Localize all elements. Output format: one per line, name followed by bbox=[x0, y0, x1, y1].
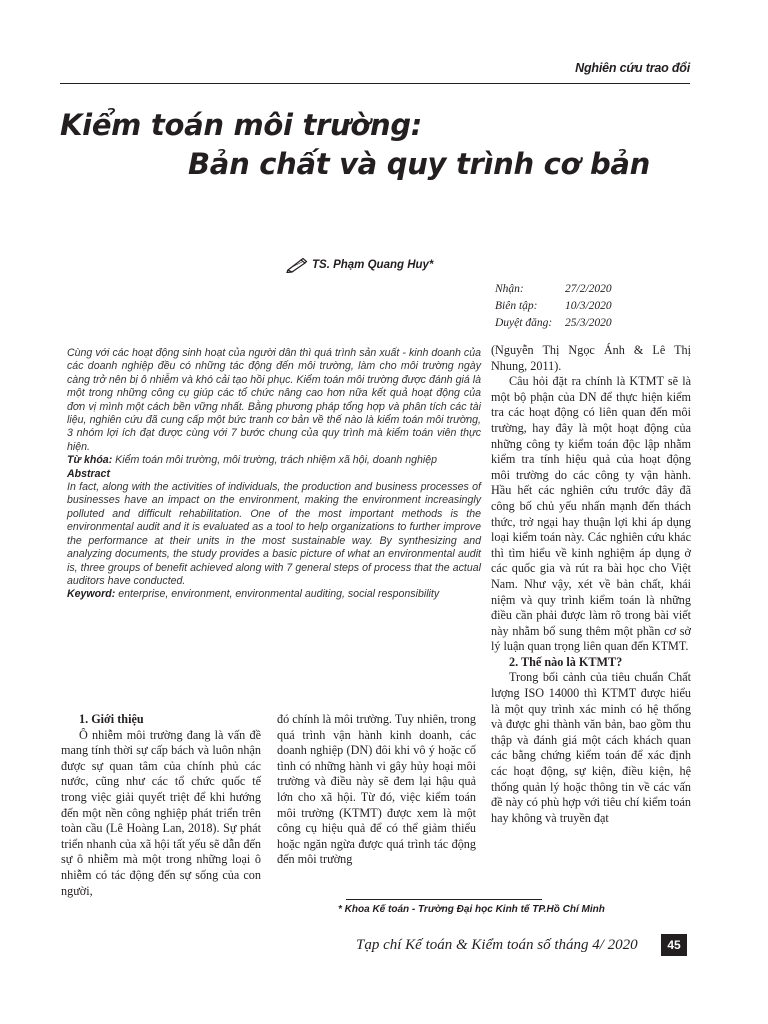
body-paragraph: Ô nhiễm môi trường đang là vấn đề mang tính thời sự cấp bách và luôn nhận được sự quan tâm của chính phủ các nước, cũng như các tổ chức quốc tế trong việc giải quyết triệt để khi hướng đến một nền công nghiệp phát triển trên toàn cầu (Lê Hoàng Lan, 2018). Sự phát triển nhanh của xã hội tất yếu sẽ dẫn đến sự ô nhiễm mà một trong những loại ô nhiễm có tác động đến sự sống của con người, bbox=[61, 727, 261, 898]
footnote: * Khoa Kế toán - Trường Đại học Kinh tế TP.Hồ Chí Minh bbox=[338, 904, 605, 915]
section-label: Nghiên cứu trao đổi bbox=[575, 61, 690, 75]
dates-block bbox=[495, 281, 612, 332]
page-number: 45 bbox=[661, 934, 687, 956]
keywords-en: enterprise, environment, environmental auditing, social responsibility bbox=[115, 588, 440, 601]
date-label: Nhận: bbox=[495, 283, 524, 295]
body-paragraph: đó chính là môi trường. Tuy nhiên, trong quá trình vận hành kinh doanh, các doanh nghiệp (DN) đôi khi vô ý hoặc cố tình có những hành vi gây hủy hoại môi trường và điều này sẽ đem lại hậu quả lớn cho xã hội. Từ đó, việc kiểm toán môi trường (KTMT) được xem là một công cụ hiệu quả để có thể giảm thiểu hoặc ngăn ngừa được quá trình tác động đến môi trường bbox=[277, 712, 476, 867]
body-column-1 bbox=[61, 712, 261, 899]
date-label: Biên tập: bbox=[495, 300, 538, 312]
section-heading-intro: 1. Giới thiệu bbox=[79, 712, 144, 726]
keyword-label-vi: Từ khóa: bbox=[67, 454, 113, 467]
date-label: Duyệt đăng: bbox=[495, 317, 553, 329]
section-heading-ktmt: 2. Thế nào là KTMT? bbox=[509, 654, 623, 669]
author-name: TS. Phạm Quang Huy* bbox=[312, 259, 434, 271]
abstract-vi-text: Cùng với các hoạt động sinh hoạt của người dân thì quá trình sản xuất - kinh doanh của các doanh nghiệp đều có những tác động đến môi trường, làm cho môi trường ngày càng trở nên bị ô nhiễm và khó cải tạo hồi phục. Kiểm toán môi trường được đánh giá là một trong những công cụ giúp các tổ chức nâng cao hơn nữa kết quả hoạt động của đơn vị mình một cách bền vững nhất. Bằng phương pháp tổng hợp và phân tích các tài liệu, nghiên cứu đã cung cấp một bức tranh cơ bản về thế nào là kiểm toán môi trường, 3 nhóm lợi ích đạt được cùng với 7 bước chung của quy trình mà kiểm toán viên thực hiện. bbox=[67, 347, 481, 453]
pen-icon bbox=[286, 257, 308, 273]
body-paragraph: Trong bối cảnh của tiêu chuẩn Chất lượng ISO 14000 thì KTMT được hiểu là một quy trình xác minh có hệ thống và được ghi thành văn bản, bao gồm thu thập và đánh giá một cách khách quan các bằng chứng kiểm toán để xác định các hoạt động, sự kiện, điều kiện, hệ thống quản lý hoặc thông tin về các vấn đề này có phù hợp với tiêu chí kiểm toán hay không và truyền đạt bbox=[491, 670, 691, 825]
date-value: 25/3/2020 bbox=[565, 317, 612, 329]
title-line-2: Bản chất và quy trình cơ bản bbox=[188, 147, 651, 181]
keywords-vi: Kiểm toán môi trường, môi trường, trách nhiệm xã hội, doanh nghiệp bbox=[112, 454, 438, 467]
abstract-block bbox=[67, 347, 481, 602]
author-line bbox=[286, 257, 433, 273]
journal-name: Tạp chí Kế toán & Kiểm toán số tháng 4/ 2020 bbox=[356, 937, 638, 953]
date-row-edited bbox=[495, 298, 612, 315]
date-row-received bbox=[495, 281, 612, 298]
header-rule bbox=[60, 83, 690, 84]
date-value: 27/2/2020 bbox=[565, 283, 612, 295]
footnote-rule bbox=[346, 899, 542, 900]
title-line-1: Kiểm toán môi trường: bbox=[60, 108, 423, 142]
body-column-2 bbox=[277, 712, 476, 868]
abstract-en-heading: Abstract bbox=[67, 467, 110, 480]
abstract-en-keywords bbox=[67, 588, 481, 601]
date-row-approved bbox=[495, 315, 612, 332]
body-paragraph: (Nguyễn Thị Ngọc Ánh & Lê Thị Nhung, 2011). bbox=[491, 343, 691, 373]
body-paragraph: Câu hỏi đặt ra chính là KTMT sẽ là một bộ phận của DN để thực hiện kiểm tra các hoạt động có liên quan đến môi trường, hay đây là một hoạt động của những công ty kiểm toán độc lập nhằm kiểm tra tính hiệu quả của hoạt động môi trường do các công ty vận hành. Hầu hết các nghiên cứu trước đây đã công bố chủ yếu nhấn mạnh đến thách thức, trở ngại hay thuận lợi khi áp dụng loại kiểm toán này. Các nghiên cứu khác thì tìm hiểu về kinh nghiệm áp dụng ở các quốc gia và rút ra bài học cho Việt Nam. Như vậy, xét về bản chất, khái niệm và quy trình kiểm toán là những điều cần phải được làm rõ trong bài viết này nhằm bổ sung thêm một phần cơ sở lý luận quan trọng liên quan đến KTMT. bbox=[491, 374, 691, 654]
abstract-vi-keywords bbox=[67, 454, 481, 467]
body-column-3 bbox=[491, 343, 691, 826]
date-value: 10/3/2020 bbox=[565, 300, 612, 312]
keyword-label-en: Keyword: bbox=[67, 588, 116, 601]
abstract-en-text: In fact, along with the activities of individuals, the production and business processes of businesses have an impact on the environment, making the environment increasingly polluted and difficult rehabilitation. One of the most important methods is the environmental audit and it is evaluated as a tool to help organizations to further improve the performance at their units in the most sustainable way. By synthesizing and analyzing documents, the study provides a basic picture of what an environmental audit is, three groups of benefit achieved along with 7 general steps of process that the actual auditors have conducted. bbox=[67, 481, 481, 587]
